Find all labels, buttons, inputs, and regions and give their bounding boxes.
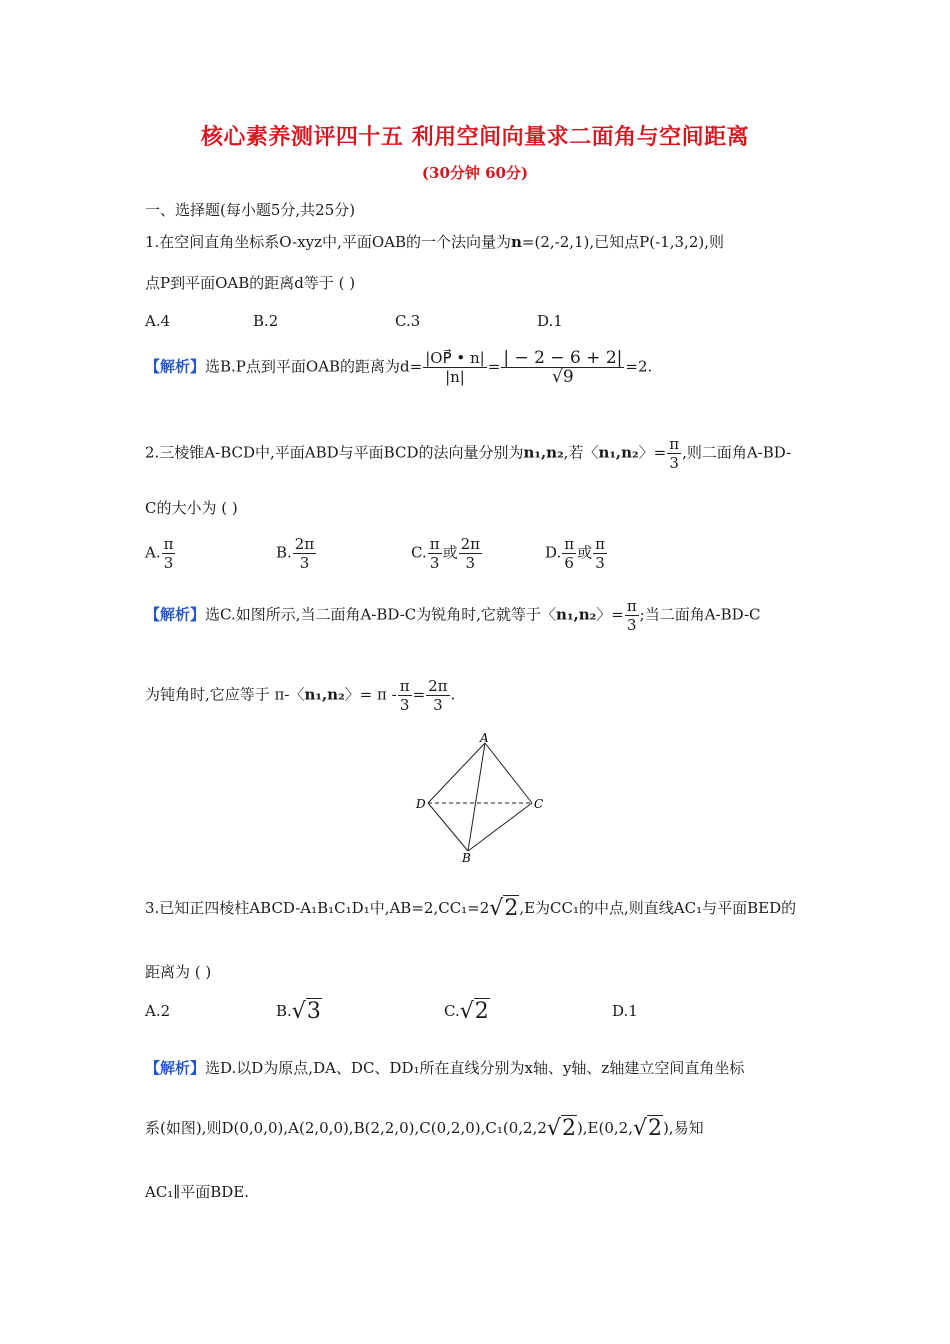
q2-stem-line2: C的大小为 ( ) — [145, 499, 238, 517]
q2-solution-line1: 【解析】选C.如图所示,当二面角A-BD-C为锐角时,它就等于〈n₁,n₂〉= $\frac{\pi}{3}$ ;当二面角A-BD-C — [145, 597, 761, 634]
q2-option-a: A. $\frac{\pi}{3}$ — [145, 535, 174, 572]
fig-label-b: B — [462, 851, 471, 865]
q3-stem-line1: 3.已知正四棱柱ABCD-A₁B₁C₁D₁中,AB=2,CC₁=2√2,E为CC₁的中点,则直线AC₁与平面BED的 — [145, 896, 797, 921]
q2-stem-line1: 2.三棱锥A-BCD中,平面ABD与平面BCD的法向量分别为n₁,n₂,若〈n₁,n₂〉= $\frac{\pi}{3}$ ,则二面角A-BD- — [145, 435, 792, 472]
q1-option-b: B.2 — [253, 312, 279, 330]
solution-tag: 【解析】 — [145, 357, 206, 376]
q3-stem-line2: 距离为 ( ) — [145, 963, 212, 981]
q1-option-c: C.3 — [395, 312, 421, 330]
q1-stem-line1: 1.在空间直角坐标系O-xyz中,平面OAB的一个法向量为n=(2,-2,1),已知点P(-1,3,2),则 — [145, 233, 724, 251]
q1-stem-line2: 点P到平面OAB的距离d等于 ( ) — [145, 274, 356, 292]
q1-option-d: D.1 — [537, 312, 563, 330]
q2-option-b: B. $\frac{2\pi}{3}$ — [276, 535, 315, 572]
q2-solution-line2: 为钝角时,它应等于 π-〈n₁,n₂〉= π - $\frac{\pi}{3}$ = $\frac{2\pi}{3}$ . — [145, 677, 456, 714]
fig-label-c: C — [534, 797, 544, 811]
q2-option-d: D. $\frac{\pi}{6}$ 或 $\frac{\pi}{3}$ — [545, 535, 605, 572]
q3-option-c: C.√2 — [444, 999, 489, 1024]
tetrahedron-figure — [410, 733, 550, 865]
page-subtitle: (30分钟 60分) — [421, 164, 529, 182]
q3-option-b: B.√3 — [276, 999, 321, 1024]
page-title: 核心素养测评四十五 利用空间向量求二面角与空间距离 — [200, 124, 750, 150]
q3-option-a: A.2 — [145, 1002, 171, 1020]
q3-solution-line3: AC₁∥平面BDE. — [145, 1183, 250, 1201]
q2-option-c: C. $\frac{\pi}{3}$ 或 $\frac{2\pi}{3}$ — [411, 535, 480, 572]
q1-option-a: A.4 — [145, 312, 171, 330]
section-heading: 一、选择题(每小题5分,共25分) — [145, 201, 356, 219]
fig-label-d: D — [416, 797, 426, 811]
fig-label-a: A — [480, 733, 489, 745]
q1-solution: 【解析】选B.P点到平面OAB的距离为d= $\frac{|OP⃗ • n|}{|n|}$ = $\frac{| - 2 - 6 + 2|}{√9}$ =2. — [145, 348, 653, 387]
q3-solution-line1: 【解析】选D.以D为原点,DA、DC、DD₁所在直线分别为x轴、y轴、z轴建立空间直角坐标 — [145, 1059, 745, 1077]
q3-option-d: D.1 — [612, 1002, 638, 1020]
q3-solution-line2: 系(如图),则D(0,0,0),A(2,0,0),B(2,2,0),C(0,2,0),C₁(0,2,2√2),E(0,2,√2),易知 — [145, 1116, 704, 1141]
